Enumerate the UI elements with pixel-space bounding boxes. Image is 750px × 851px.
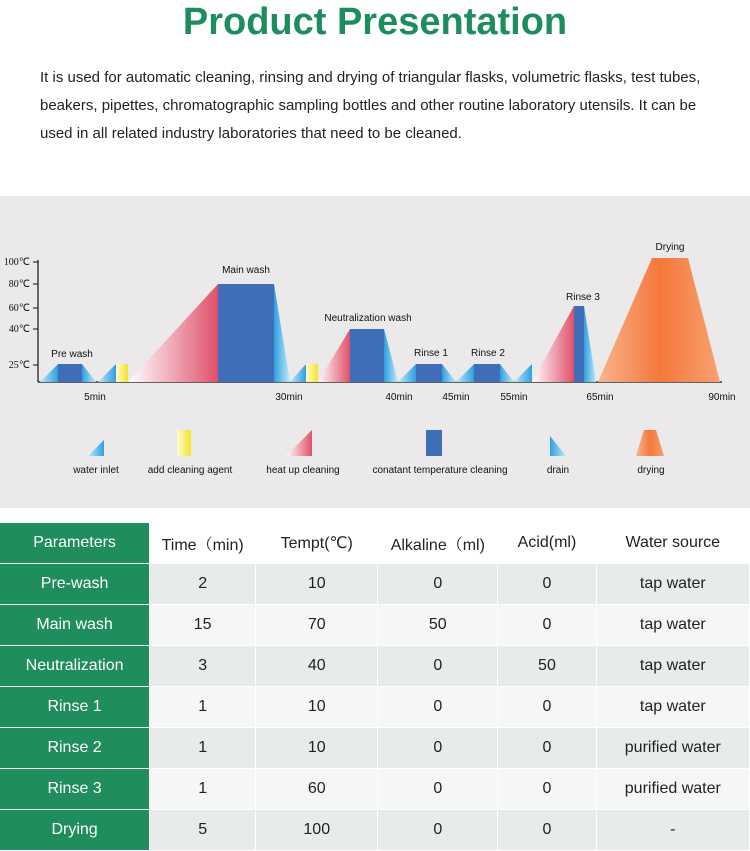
- prewash-drain: [82, 364, 96, 382]
- cell-temp: 10: [256, 687, 378, 728]
- cell-alkaline: 0: [378, 810, 498, 851]
- prewash-water-inlet: [40, 364, 58, 382]
- rinse3-drain: [584, 306, 596, 382]
- cell-time: 5: [150, 810, 256, 851]
- cell-alkaline: 0: [378, 646, 498, 687]
- table-row: [0, 728, 750, 769]
- process-chart: [0, 196, 750, 508]
- header-temp: Tempt(℃): [256, 523, 378, 564]
- phase-label-drying: Drying: [655, 242, 685, 253]
- phase-label-rinse1: Rinse 1: [414, 348, 448, 359]
- y-ticks: [33, 262, 38, 365]
- rinse2-drain: [500, 364, 514, 382]
- neutral-drain: [384, 329, 398, 382]
- y-label-60: 60℃: [8, 303, 30, 314]
- phase-label-rinse3: Rinse 3: [566, 292, 600, 303]
- table-row: [0, 605, 750, 646]
- x-label-5min: 5min: [84, 392, 106, 403]
- phase-label-neutralization: Neutralization wash: [324, 313, 412, 324]
- rinse3-heat-up: [532, 306, 574, 382]
- prewash-constant-block: [58, 364, 82, 382]
- table-header-row: [0, 523, 750, 564]
- cell-water-source: purified water: [596, 769, 749, 810]
- rinse2-water-inlet: [456, 364, 474, 382]
- cell-alkaline: 0: [378, 687, 498, 728]
- rinse3-water-inlet: [514, 364, 532, 382]
- drying-icon: [636, 430, 664, 456]
- x-label-90min: 90min: [708, 392, 736, 403]
- legend-label-cleaning-agent: add cleaning agent: [147, 465, 233, 476]
- mainwash-water-inlet: [98, 364, 116, 382]
- phase-label-rinse2: Rinse 2: [471, 348, 505, 359]
- mainwash-heat-up: [128, 284, 218, 382]
- cell-temp: 40: [256, 646, 378, 687]
- mainwash-cleaning-agent: [116, 364, 128, 382]
- row-label: Rinse 1: [0, 687, 150, 728]
- neutral-water-inlet: [290, 364, 306, 382]
- neutral-constant-block: [350, 329, 384, 382]
- cell-time: 3: [150, 646, 256, 687]
- drain-icon: [550, 436, 566, 456]
- add-cleaning-agent-icon: [177, 430, 191, 456]
- legend-label-drain: drain: [546, 465, 570, 476]
- cell-water-source: tap water: [596, 564, 749, 605]
- cell-time: 1: [150, 687, 256, 728]
- cell-alkaline: 50: [378, 605, 498, 646]
- neutral-heat-up: [318, 329, 350, 382]
- water-inlet-icon: [88, 440, 104, 456]
- heat-up-cleaning-icon: [286, 430, 312, 456]
- header-alkaline: Alkaline（ml): [378, 523, 498, 564]
- y-label-80: 80℃: [8, 279, 30, 290]
- y-label-100: 100℃: [3, 257, 30, 268]
- drying-trapezoid: [598, 258, 720, 382]
- legend-label-water-inlet: water inlet: [73, 465, 119, 476]
- legend: [72, 430, 664, 476]
- table-row: [0, 687, 750, 728]
- cell-acid: 0: [498, 728, 596, 769]
- row-label: Rinse 3: [0, 769, 150, 810]
- x-label-40min: 40min: [385, 392, 413, 403]
- cell-temp: 10: [256, 728, 378, 769]
- cell-alkaline: 0: [378, 769, 498, 810]
- cell-time: 15: [150, 605, 256, 646]
- row-label: Drying: [0, 810, 150, 851]
- cleaning-process-diagram: [0, 196, 750, 508]
- cell-time: 1: [150, 769, 256, 810]
- phase-label-mainwash: Main wash: [222, 265, 270, 276]
- cell-acid: 0: [498, 810, 596, 851]
- cell-temp: 70: [256, 605, 378, 646]
- mainwash-drain: [274, 284, 290, 382]
- x-label-65min: 65min: [586, 392, 614, 403]
- y-label-25: 25℃: [8, 360, 30, 371]
- x-label-30min: 30min: [275, 392, 303, 403]
- header-acid: Acid(ml): [498, 523, 596, 564]
- cell-temp: 60: [256, 769, 378, 810]
- header-parameters: Parameters: [0, 523, 150, 564]
- row-label: Neutralization: [0, 646, 150, 687]
- table-row: [0, 646, 750, 687]
- rinse1-water-inlet: [398, 364, 416, 382]
- cell-acid: 0: [498, 564, 596, 605]
- product-description: It is used for automatic cleaning, rinsing and drying of triangular flasks, volumetric flasks, test tubes, beakers, pipettes, chromatographic sampling bottles and other routine laboratory utensils. It can be used in all related industry laboratories that need to be cleaned.: [40, 69, 701, 142]
- constant-temperature-icon: [426, 430, 442, 456]
- table-row: [0, 810, 750, 851]
- mainwash-constant-block: [218, 284, 274, 382]
- legend-label-drying: drying: [637, 465, 665, 476]
- cell-acid: 0: [498, 605, 596, 646]
- legend-label-constant-temp: conatant temperature cleaning: [372, 465, 508, 476]
- cell-alkaline: 0: [378, 728, 498, 769]
- header-time: Time（min): [150, 523, 256, 564]
- header-water-source: Water source: [596, 523, 749, 564]
- cell-water-source: -: [596, 810, 749, 851]
- x-label-55min: 55min: [500, 392, 528, 403]
- row-label: Rinse 2: [0, 728, 150, 769]
- rinse2-constant-block: [474, 364, 500, 382]
- page-title: Product Presentation: [182, 1, 568, 43]
- cell-time: 2: [150, 564, 256, 605]
- rinse1-drain: [442, 364, 456, 382]
- x-label-45min: 45min: [442, 392, 470, 403]
- rinse1-constant-block: [416, 364, 442, 382]
- parameters-table: [0, 523, 750, 851]
- y-tick-labels: [4, 257, 30, 371]
- row-label: Pre-wash: [0, 564, 150, 605]
- cell-alkaline: 0: [378, 564, 498, 605]
- cell-water-source: tap water: [596, 646, 749, 687]
- rinse3-constant-block: [574, 306, 584, 382]
- phase-label-prewash: Pre wash: [51, 349, 93, 360]
- cell-temp: 100: [256, 810, 378, 851]
- table-row: [0, 564, 750, 605]
- legend-label-heat-up: heat up cleaning: [266, 465, 340, 476]
- cell-water-source: purified water: [596, 728, 749, 769]
- y-label-40: 40℃: [8, 324, 30, 335]
- cell-temp: 10: [256, 564, 378, 605]
- cell-water-source: tap water: [596, 605, 749, 646]
- cell-acid: 0: [498, 687, 596, 728]
- cell-acid: 50: [498, 646, 596, 687]
- table-row: [0, 769, 750, 810]
- x-tick-labels: [84, 392, 735, 403]
- neutral-cleaning-agent: [306, 364, 318, 382]
- row-label: Main wash: [0, 605, 150, 646]
- cell-time: 1: [150, 728, 256, 769]
- cell-water-source: tap water: [596, 687, 749, 728]
- cell-acid: 0: [498, 769, 596, 810]
